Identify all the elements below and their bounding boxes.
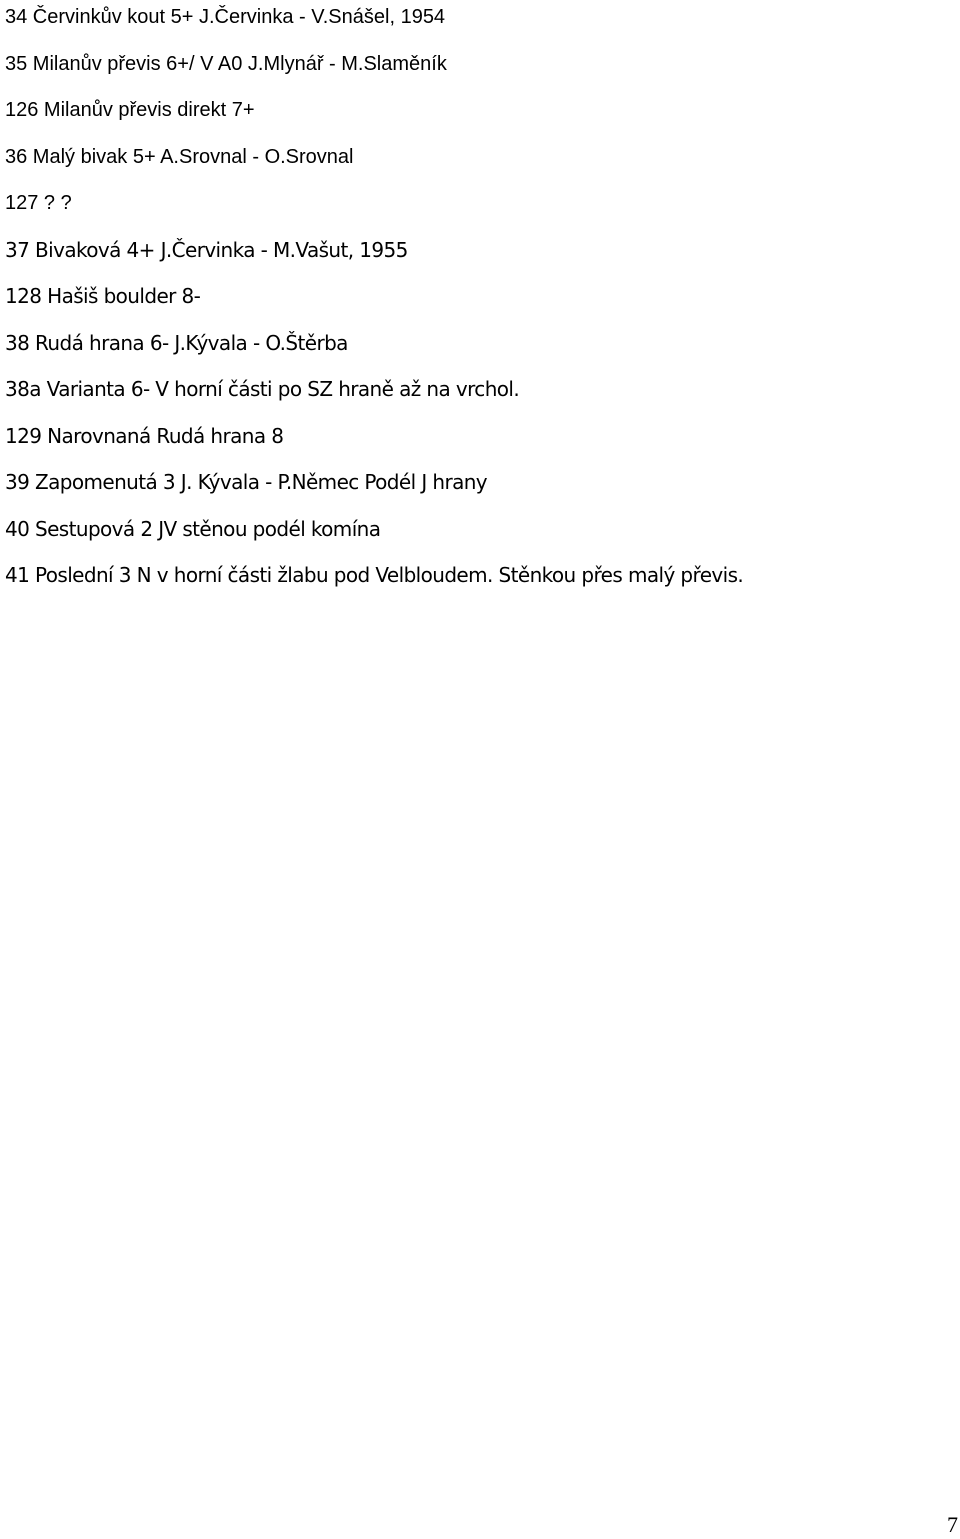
route-line: 39 Zapomenutá 3 J. Kývala - P.Němec Podél J hrany — [5, 470, 488, 494]
route-list — [5, 0, 955, 607]
route-line: 128 Hašiš boulder 8- — [5, 284, 201, 308]
route-line: 37 Bivaková 4+ J.Červinka - M.Vašut, 1955 — [5, 237, 408, 262]
route-line: 35 Milanův převis 6+/ V A0 J.Mlynář - M.Slaměník — [5, 52, 447, 75]
route-line: 34 Červinkův kout 5+ J.Červinka - V.Snášel, 1954 — [5, 6, 446, 28]
route-line: 129 Narovnaná Rudá hrana 8 — [5, 423, 284, 448]
route-line: 38 Rudá hrana 6- J.Kývala - O.Štěrba — [5, 330, 348, 355]
route-line: 38a Varianta 6- V horní části po SZ hraně až na vrchol. — [5, 377, 520, 401]
route-line: 40 Sestupová 2 JV stěnou podél komína — [5, 516, 381, 541]
route-line: 41 Poslední 3 N v horní části žlabu pod Velbloudem. Stěnkou přes malý převis. — [5, 563, 744, 587]
route-line: 126 Milanův převis direkt 7+ — [5, 99, 255, 121]
page-number: 7 — [947, 1512, 958, 1537]
route-line: 127 ? ? — [5, 192, 72, 214]
route-line: 36 Malý bivak 5+ A.Srovnal - O.Srovnal — [5, 145, 354, 168]
